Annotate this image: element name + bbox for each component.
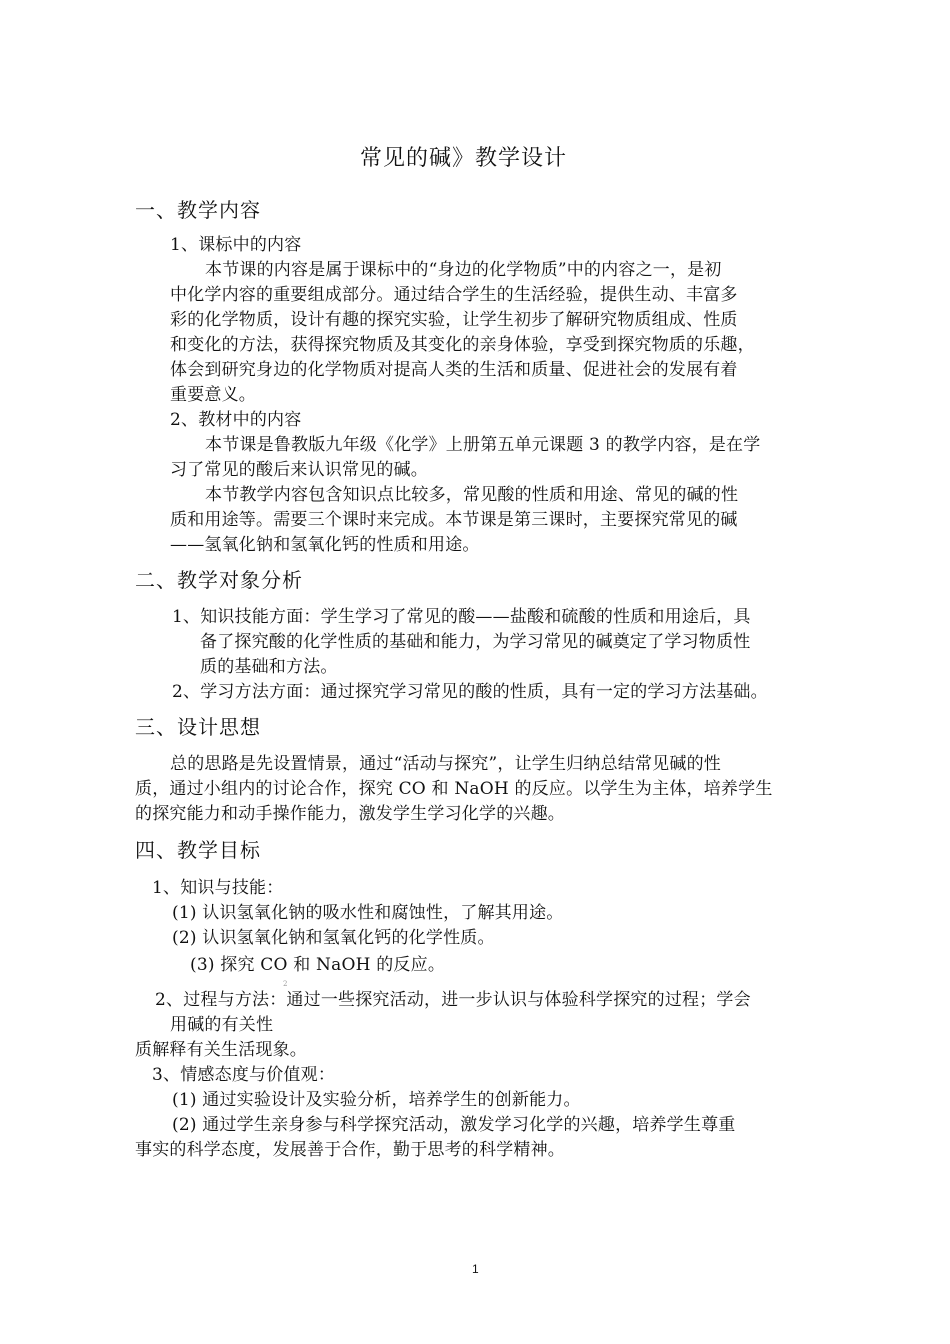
section-4-heading: 四、教学目标 xyxy=(135,838,261,862)
paragraph-line: ——氢氧化钠和氢氧化钙的性质和用途。 xyxy=(170,535,480,555)
paragraph-line: 本节教学内容包含知识点比较多，常见酸的性质和用途、常见的碱的性 xyxy=(205,485,739,505)
paragraph-line: 本节课的内容是属于课标中的“身边的化学物质”中的内容之一，是初 xyxy=(205,260,722,280)
subsection-2-label: 2、教材中的内容 xyxy=(170,410,302,430)
subscript-mark: 2 xyxy=(283,980,288,988)
paragraph-line: 质，通过小组内的讨论合作，探究 CO 和 NaOH 的反应。以学生为主体，培养学生 xyxy=(135,779,773,799)
section-2-heading: 二、教学对象分析 xyxy=(135,568,303,592)
paragraph-line: 质解释有关生活现象。 xyxy=(135,1040,307,1060)
paragraph-line: 质的基础和方法。 xyxy=(200,657,338,677)
page-number: 1 xyxy=(472,1262,479,1276)
paragraph-line: 的探究能力和动手操作能力，激发学生学习化学的兴趣。 xyxy=(135,804,565,824)
paragraph-line: 3、情感态度与价值观： xyxy=(152,1065,336,1085)
paragraph-line: 1、知识与技能： xyxy=(152,878,284,898)
paragraph-line: 质和用途等。需要三个课时来完成。本节课是第三课时，主要探究常见的碱 xyxy=(170,510,738,530)
paragraph-line: 和变化的方法，获得探究物质及其变化的亲身体验，享受到探究物质的乐趣， xyxy=(170,335,755,355)
paragraph-line: 事实的科学态度，发展善于合作，勤于思考的科学精神。 xyxy=(135,1140,565,1160)
document-title: 常见的碱》教学设计 xyxy=(360,146,568,171)
list-item: (2) 认识氢氧化钠和氢氧化钙的化学性质。 xyxy=(172,928,495,948)
list-item: (1) 认识氢氧化钠的吸水性和腐蚀性，了解其用途。 xyxy=(172,903,564,923)
list-item: (1) 通过实验设计及实验分析，培养学生的创新能力。 xyxy=(172,1090,581,1110)
paragraph-line: 本节课是鲁教版九年级《化学》上册第五单元课题 3 的教学内容，是在学 xyxy=(205,435,761,455)
paragraph-line: 总的思路是先设置情景，通过“活动与探究”，让学生归纳总结常见碱的性 xyxy=(170,754,721,774)
paragraph-line: 2、学习方法方面：通过探究学习常见的酸的性质，具有一定的学习方法基础。 xyxy=(172,682,768,702)
section-1-heading: 一、教学内容 xyxy=(135,198,261,222)
paragraph-line: 彩的化学物质，设计有趣的探究实验，让学生初步了解研究物质组成、性质 xyxy=(170,310,738,330)
list-item: (3) 探究 CO 和 NaOH 的反应。 xyxy=(190,955,446,975)
paragraph-line: 1、知识技能方面：学生学习了常见的酸——盐酸和硫酸的性质和用途后，具 xyxy=(172,607,751,627)
paragraph-line: 体会到研究身边的化学物质对提高人类的生活和质量、促进社会的发展有着 xyxy=(170,360,738,380)
paragraph-line: 重要意义。 xyxy=(170,385,256,405)
paragraph-line: 备了探究酸的化学性质的基础和能力，为学习常见的碱奠定了学习物质性 xyxy=(200,632,751,652)
paragraph-line: 用碱的有关性 xyxy=(170,1015,274,1035)
paragraph-line: 习了常见的酸后来认识常见的碱。 xyxy=(170,460,428,480)
subsection-1-label: 1、课标中的内容 xyxy=(170,235,302,255)
section-3-heading: 三、设计思想 xyxy=(135,715,261,739)
paragraph-line: 中化学内容的重要组成部分。通过结合学生的生活经验，提供生动、丰富多 xyxy=(170,285,738,305)
list-item: (2) 通过学生亲身参与科学探究活动，激发学习化学的兴趣，培养学生尊重 xyxy=(172,1115,736,1135)
paragraph-line: 2、过程与方法：通过一些探究活动，进一步认识与体验科学探究的过程；学会 xyxy=(155,990,751,1010)
